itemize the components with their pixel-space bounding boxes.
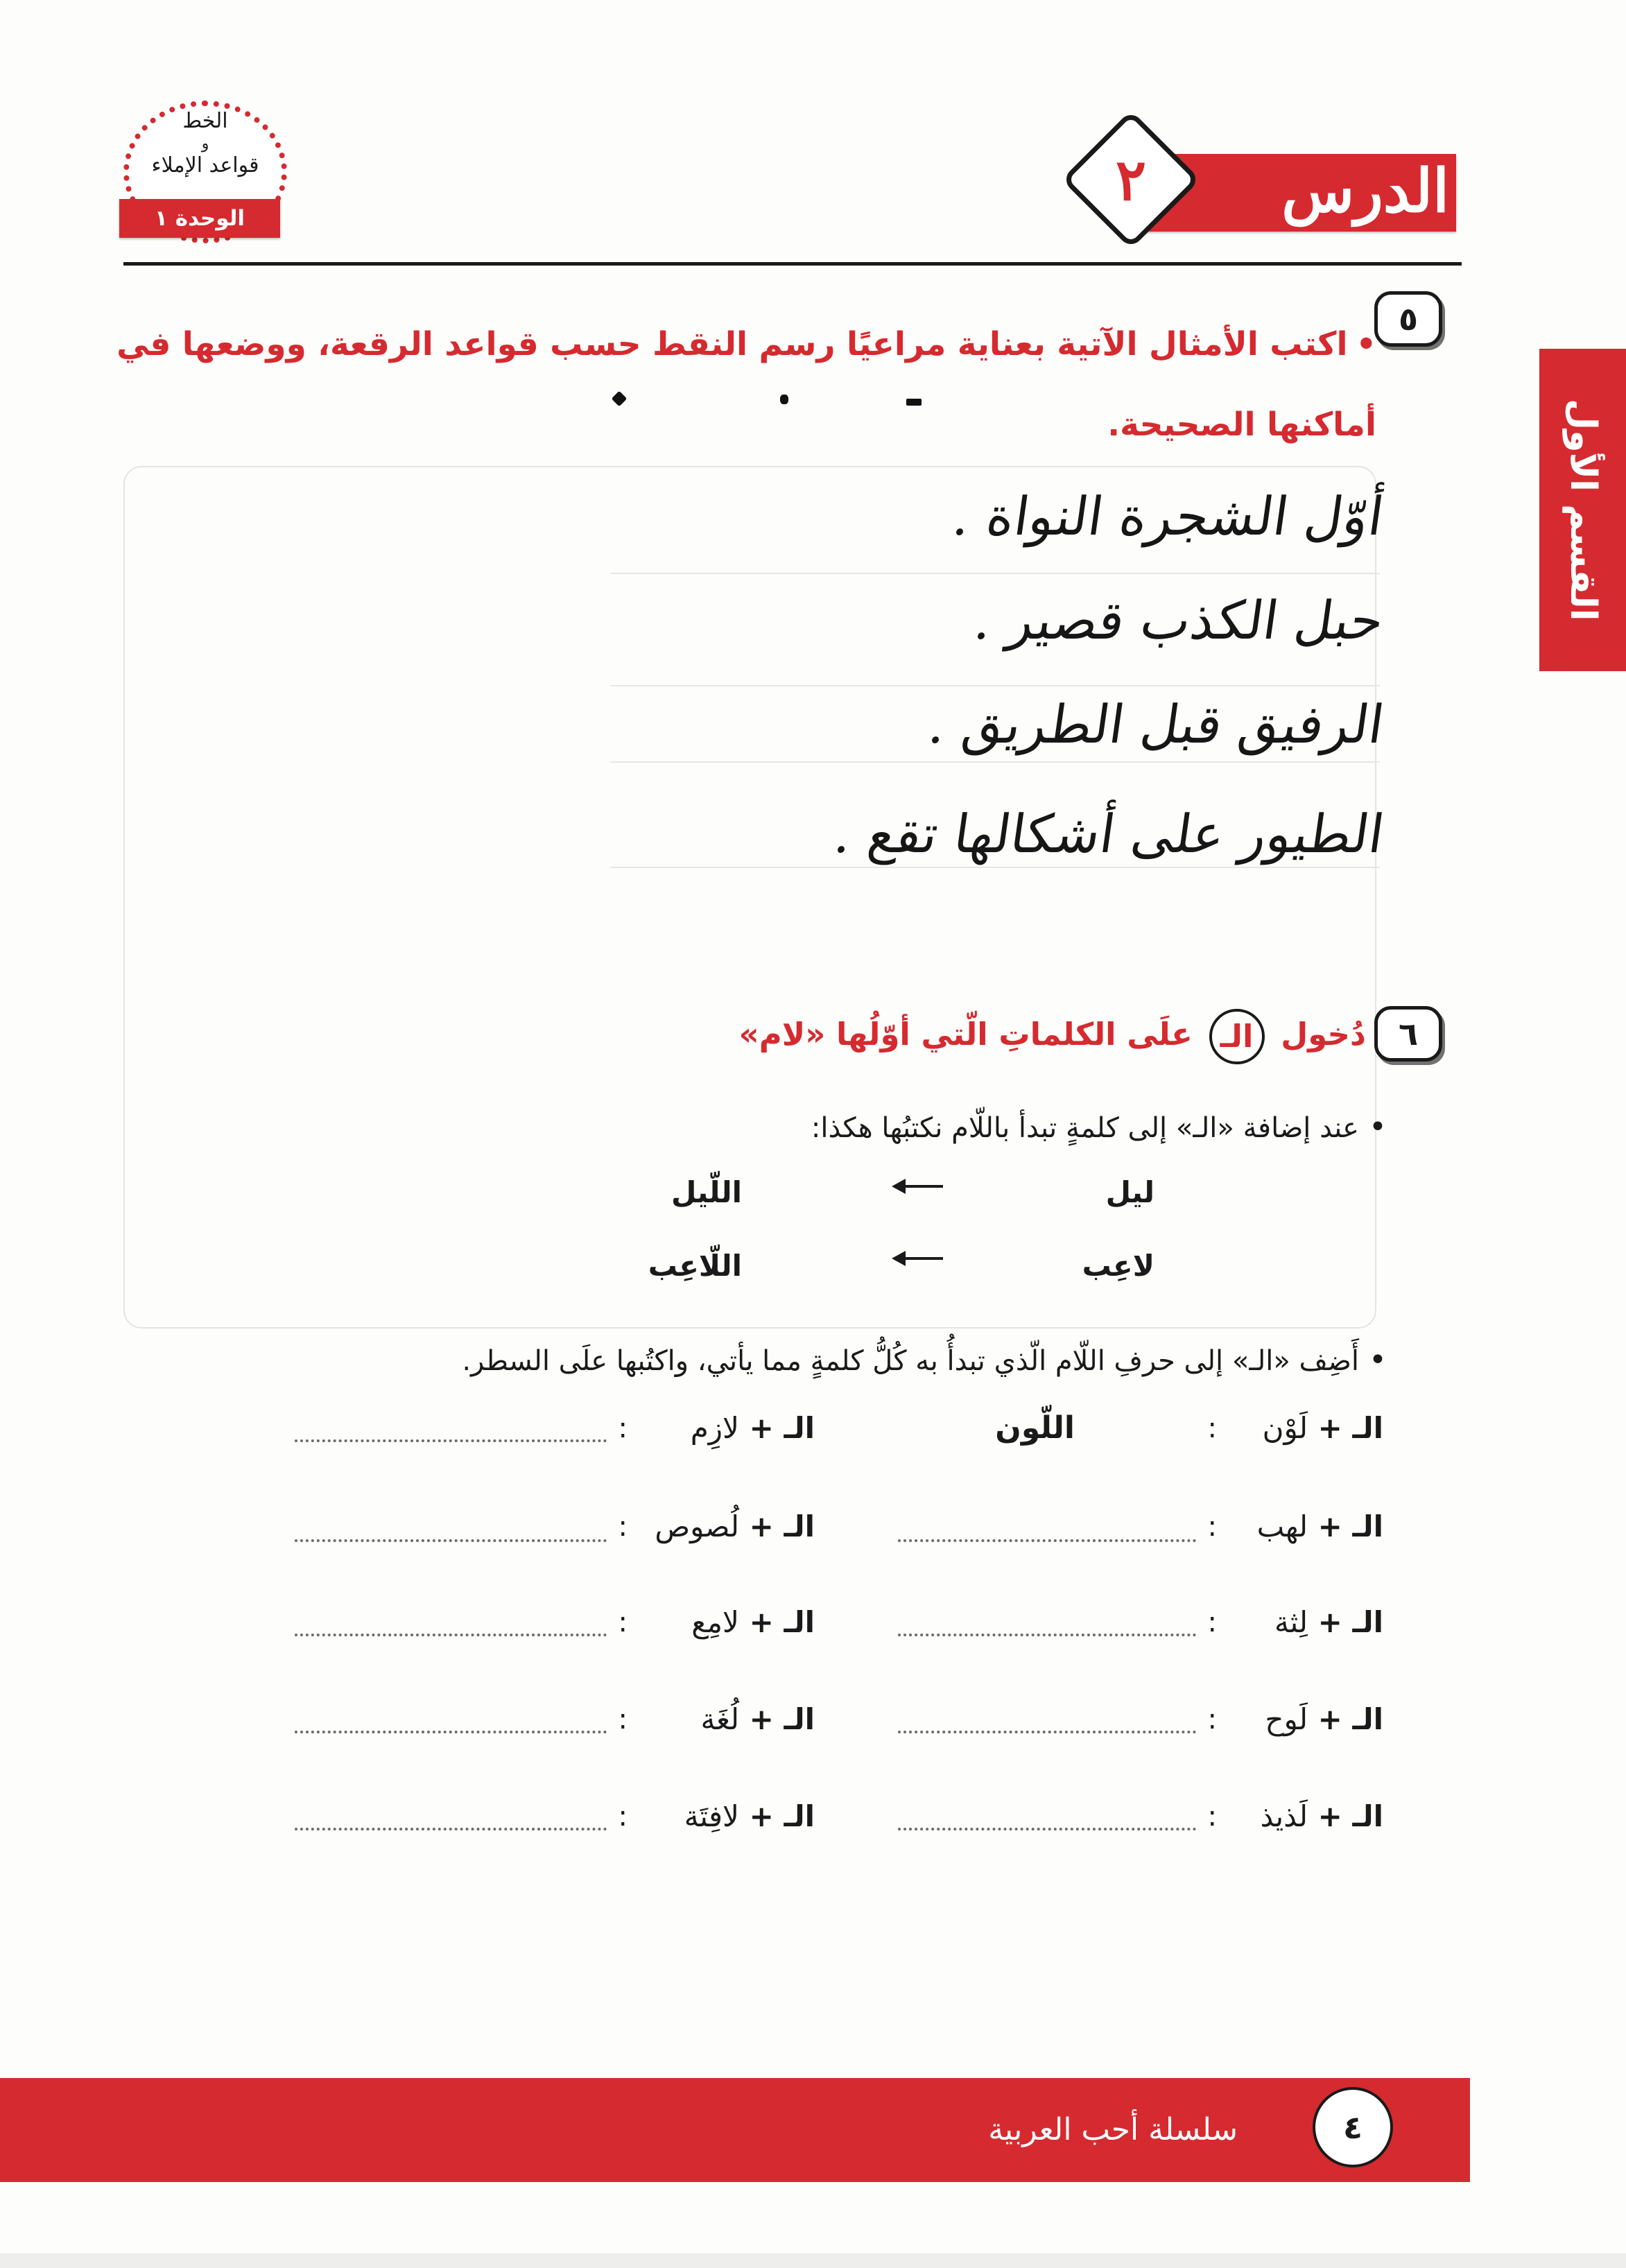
task-text: أَضِف «الـ» إلى حرفِ اللّام الّذي تبدأُ به كُلُّ كلمةٍ مما يأتي، واكتُبها علَى السطر.: [462, 1345, 1360, 1377]
exercise-5-instruction-text: اكتب الأمثال الآتية بعناية مراعيًا رسم النقط حسب قواعد الرقعة، ووضعها في أماكنها الصحيحة.: [116, 325, 1376, 444]
practice-item: [655, 1506, 815, 1548]
example-result: اللّاعِب: [648, 1249, 742, 1283]
prefix-al: الـ: [784, 1509, 815, 1543]
practice-item: [700, 1699, 815, 1740]
proverb-line-2: حبل الكذب قصير .: [970, 589, 1388, 651]
proverb-line-1: أوّل الشجرة النواة .: [949, 485, 1388, 547]
answer-line[interactable]: [898, 1731, 1196, 1733]
exercise-6-number: ٦: [1374, 1006, 1442, 1062]
practice-item: [691, 1602, 815, 1643]
colon: :: [1207, 1511, 1217, 1543]
plus-sign: +: [749, 1799, 774, 1833]
plus-sign: +: [1317, 1799, 1342, 1833]
prefix-al: الـ: [1352, 1702, 1383, 1736]
practice-item: [684, 1796, 815, 1837]
unit-subject-line2: قواعد الإملاء: [151, 153, 259, 178]
answer-line[interactable]: [295, 1539, 607, 1542]
prefix-al: الـ: [784, 1605, 815, 1639]
rule-instruction: [811, 1107, 1387, 1149]
prefix-al: الـ: [1352, 1509, 1383, 1543]
colon: :: [618, 1704, 628, 1735]
proverb-line-3: الرفيق قبل الطريق .: [924, 693, 1388, 755]
prefix-al: الـ: [784, 1411, 815, 1445]
unit-label: الوحدة ١: [155, 206, 245, 231]
plus-sign: +: [749, 1605, 774, 1639]
bullet: •: [1369, 1342, 1387, 1378]
practice-word: لِثة: [1274, 1605, 1308, 1639]
practice-item: [1265, 1699, 1383, 1740]
prefix-al: الـ: [1352, 1411, 1383, 1445]
prefix-al: الـ: [784, 1799, 815, 1833]
practice-word: لَذيذ: [1260, 1799, 1308, 1833]
colon: :: [1207, 1704, 1217, 1735]
plus-sign: +: [749, 1702, 774, 1736]
prefix-al: الـ: [784, 1702, 815, 1736]
proverb-line-4: الطيور على أشكالها تقع .: [830, 803, 1388, 865]
practice-word: لُغَة: [700, 1702, 740, 1736]
task-instruction: [462, 1340, 1387, 1382]
page-bottom-strip: [0, 2253, 1626, 2268]
dot-shape-2: [906, 399, 922, 406]
exercise-6-title: [739, 1000, 1366, 1069]
practice-word: لُصوص: [655, 1509, 740, 1543]
answer-line[interactable]: [295, 1731, 607, 1733]
example-result: اللّيل: [671, 1175, 742, 1209]
plus-sign: +: [1317, 1702, 1342, 1736]
plus-sign: +: [1317, 1509, 1342, 1543]
section-tab-label: القسم الأول: [1562, 399, 1604, 621]
colon: :: [1207, 1607, 1217, 1638]
lesson-title: الدرس: [1281, 156, 1449, 226]
prefix-al: الـ: [1352, 1799, 1383, 1833]
plus-sign: +: [1317, 1605, 1342, 1639]
dot-shape-3: [780, 395, 788, 404]
page-number: ٤: [1313, 2087, 1393, 2167]
colon: :: [1207, 1801, 1217, 1833]
colon: :: [618, 1801, 628, 1833]
prefix-al: الـ: [1352, 1605, 1383, 1639]
answer-line[interactable]: [295, 1828, 607, 1830]
arrow-left-icon: [894, 1185, 943, 1188]
series-title: سلسلة أحب العربية: [988, 2112, 1238, 2147]
practice-word: لافِتَة: [684, 1799, 740, 1833]
answer-filled: اللّون: [995, 1410, 1075, 1446]
answer-line[interactable]: [295, 1634, 607, 1636]
answer-line[interactable]: [898, 1539, 1196, 1542]
colon: :: [618, 1607, 628, 1638]
practice-word: لامِع: [691, 1605, 740, 1639]
arrow-left-icon: [894, 1257, 943, 1260]
plus-sign: +: [749, 1411, 774, 1445]
practice-word: لهب: [1256, 1509, 1308, 1543]
guide-line: [610, 573, 1380, 574]
footer-bar: [0, 2078, 1470, 2182]
header-divider: [123, 262, 1462, 266]
answer-line[interactable]: [898, 1828, 1196, 1830]
practice-word: لَوْن: [1262, 1411, 1308, 1445]
practice-item: [1257, 1506, 1383, 1548]
al-circle-badge: الـ: [1209, 1009, 1265, 1064]
practice-item: [1263, 1408, 1383, 1449]
example-word: لاعِب: [1082, 1249, 1154, 1283]
answer-line[interactable]: [898, 1634, 1196, 1636]
practice-item: [691, 1408, 815, 1449]
colon: :: [618, 1412, 628, 1444]
bullet: •: [1356, 325, 1376, 363]
unit-subject-line1: الخط: [182, 109, 228, 133]
practice-item: [1260, 1796, 1383, 1837]
plus-sign: +: [1317, 1411, 1342, 1445]
practice-word: لَوح: [1265, 1702, 1308, 1736]
rule-text: عند إضافة «الـ» إلى كلمةٍ تبدأ باللّام نكتبُها هكذا:: [811, 1112, 1360, 1144]
exercise-6-title-end: علَى الكلماتِ الّتي أوّلُها «لام»: [738, 1016, 1193, 1053]
lesson-number: ٢: [1115, 147, 1147, 214]
colon: :: [618, 1511, 628, 1543]
practice-word: لازِم: [690, 1411, 740, 1445]
bullet: •: [1369, 1109, 1387, 1145]
exercise-5-number: ٥: [1374, 291, 1442, 347]
unit-subject-and: و: [201, 135, 209, 153]
exercise-6-title-start: دُخول: [1281, 1016, 1366, 1053]
example-word: ليل: [1105, 1175, 1154, 1209]
answer-line[interactable]: [295, 1439, 607, 1442]
plus-sign: +: [749, 1509, 774, 1543]
colon: :: [1207, 1412, 1217, 1444]
practice-item: [1274, 1602, 1383, 1643]
exercise-5-instruction: [59, 304, 1376, 465]
